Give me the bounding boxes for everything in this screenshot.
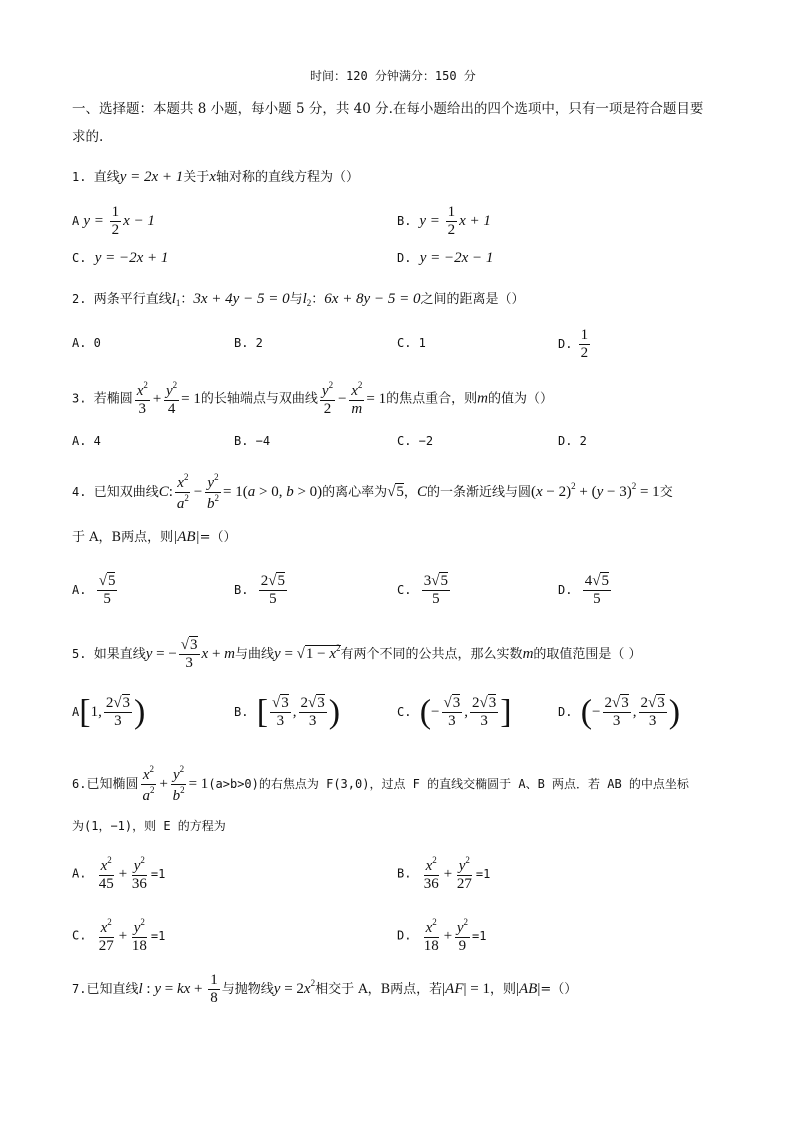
question-2: 2. 两条平行直线$l_1$：3x + 4y − 5 = 0与$l_2$：6x + 8y − 5 = 0之间的距离是（） [72,291,525,308]
q4-option-c[interactable]: C. $\frac{3√5}{5}$ [397,573,448,608]
q2-option-c[interactable]: C. 1 [397,336,426,350]
section-title-cont: 求的. [72,129,104,145]
q5-option-d[interactable]: D. (− $\frac{2√3}{3}$ , $\frac{2√3}{3}$ ) [558,693,681,731]
q4-option-b[interactable]: B. $\frac{2√5}{5}$ [234,573,285,608]
q3-option-b[interactable]: B. −4 [234,434,271,448]
q4-option-d[interactable]: D. $\frac{4√5}{5}$ [558,573,609,608]
question-7: 7.已知直线l : y = kx + $\frac{1}{8}$ 与抛物线$y = 2x^2$相交于 A，B两点，若|AF| = 1，则|AB|=（） [72,972,578,1007]
q5-option-b[interactable]: B. [ $\frac{√3}{3}$ , $\frac{2√3}{3}$ ) [234,693,341,731]
question-4-cont: 于 A，B两点，则|AB|=（） [72,529,237,545]
q6-option-c[interactable]: C. $\frac{x^2}{27}$ + $\frac{y^2}{18}$ =1 [72,917,166,955]
question-6: 6.已知椭圆 $\frac{x^2}{a^2}$ + $\frac{y^2}{b^2}$ = 1(a>b>0)的右焦点为 F(3,0)，过点 F 的直线交椭圆于 A、B 两点．若 AB 的中点坐标 [72,764,689,805]
question-6-cont: 为(1，−1)，则 E 的方程为 [72,819,226,833]
q2-option-b[interactable]: B. 2 [234,336,263,350]
q4-option-a[interactable]: A. $\frac{√5}{5}$ [72,573,116,608]
exam-header: 时间：120 分钟满分：150 分 [310,69,476,83]
q3-option-c[interactable]: C. −2 [397,434,434,448]
q2-option-a[interactable]: A. 0 [72,336,101,350]
question-1: 1. 直线y = 2x + 1关于x轴对称的直线方程为（） [72,169,359,185]
question-4: 4. 已知双曲线C: $\frac{x^2}{a^2}$ − $\frac{y^2}{b^2}$ = 1(a > 0, b > 0)的离心率为√5，C的一条渐近线与圆$(x - 2)^2 + (y - 3)^2 = 1$交 [72,472,673,513]
q6-option-a[interactable]: A. $\frac{x^2}{45}$ + $\frac{y^2}{36}$ =1 [72,855,166,893]
q3-option-d[interactable]: D. 2 [558,434,587,448]
q1-option-c[interactable]: C. y = −2x + 1 [72,250,169,266]
q6-option-b[interactable]: B. $\frac{x^2}{36}$ + $\frac{y^2}{27}$ =1 [397,855,491,893]
question-3: 3. 若椭圆 $\frac{x^2}{3}$ + $\frac{y^2}{4}$ = 1的长轴端点与双曲线 $\frac{y^2}{2}$ − $\frac{x^2}{m}$ = 1的焦点重合，则m的值为（） [72,380,553,418]
question-5: 5. 如果直线y = − $\frac{√3}{3}$ x + m与曲线$y = √1 - x^2$有两个不同的公共点，那么实数m的取值范围是（ ） [72,637,642,672]
q1-option-d[interactable]: D. y = −2x − 1 [397,250,494,266]
q1-option-b[interactable]: B. y = $\frac{1}{2}$ x + 1 [397,204,491,239]
q3-option-a[interactable]: A. 4 [72,434,101,448]
q5-option-c[interactable]: C. (− $\frac{√3}{3}$ , $\frac{2√3}{3}$ ] [397,693,512,731]
q2-option-d[interactable]: D. $\frac{1}{2}$ [558,327,589,362]
q1-option-a[interactable]: A y = $\frac{1}{2}$ x − 1 [72,204,155,239]
section-title: 一、选择题：本题共 8 小题，每小题 5 分，共 40 分.在每小题给出的四个选项中，只有一项是符合题目要 [72,101,704,117]
q6-option-d[interactable]: D. $\frac{x^2}{18}$ + $\frac{y^2}{9}$ =1 [397,917,487,955]
q5-option-a[interactable]: A[1, $\frac{2√3}{3}$ ) [72,693,146,731]
